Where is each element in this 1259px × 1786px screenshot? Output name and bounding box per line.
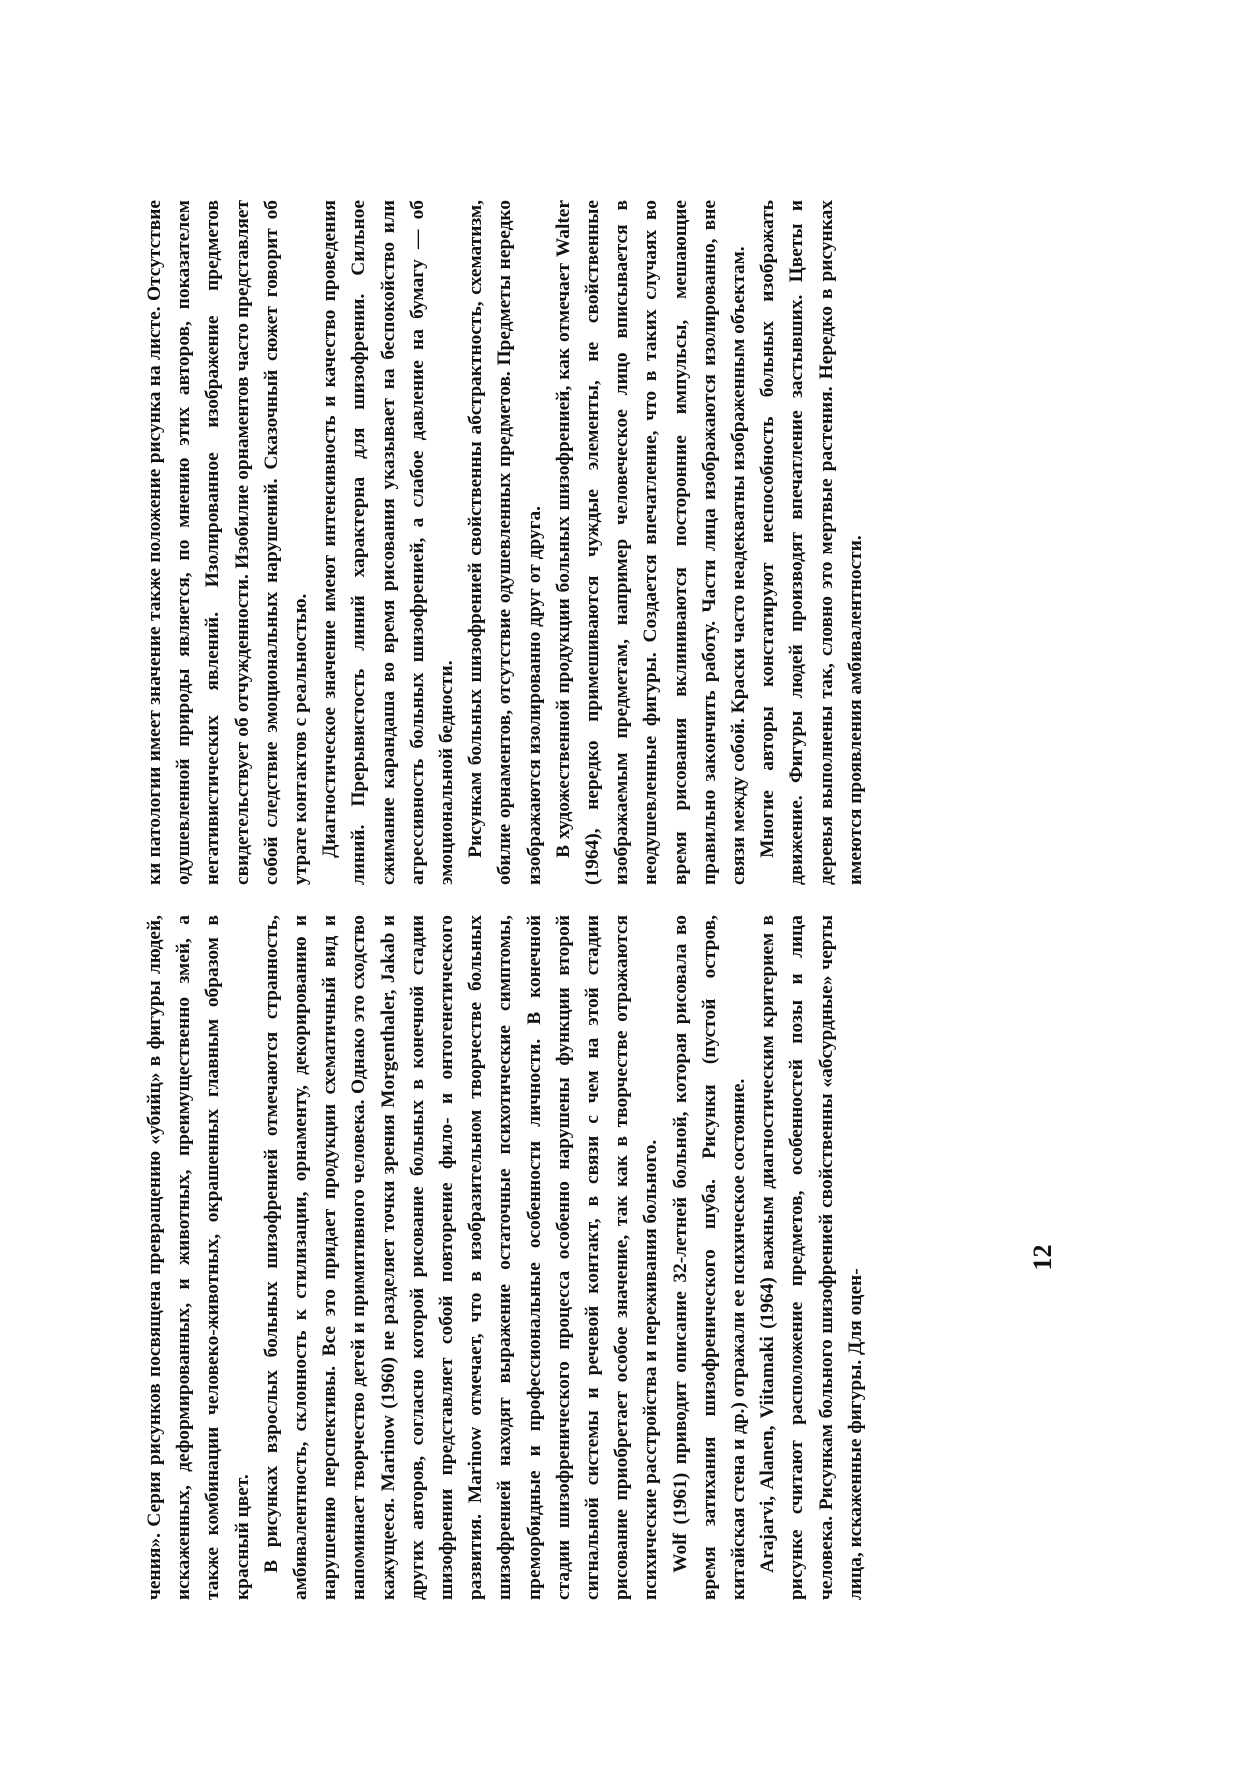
- paragraph: Wolf (1961) приводит описание 32-летней больной, которая рисовала во время затихания шизофренического шуба. Рисунки (пустой остров, китайская стена и др.) отражали ее психическое состояние.: [669, 915, 750, 1600]
- paragraph: ки патологии имеет значение также положение рисунка на листе. Отсутствие одушевленной природы является, по мнению этих авторов, показателем негативистических явлений. Изолированное изображение предметов свидетельствует об отчужденности. Изобилие орнаментов часто представляет собой следствие эмоциональных нарушений. Сказочный сюжет говорит об утрате контактов с реальностью.: [144, 200, 312, 885]
- paragraph: Arajarvi, Alanen, Viitamaki (1964) важным диагностическим критерием в рисунке считают расположение предметов, особенностей позы и лица человека. Рисункам больного шизофренией свойственны «абсурдные» черты лица, искаженные фигуры. Для оцен-: [757, 915, 866, 1600]
- paragraph: Многие авторы констатируют неспособность больных изображать движение. Фигуры людей производят впечатление застывших. Цветы и деревья выполнены так, словно это мертвые растения. Нередко в рисунках имеются проявления амбивалентности.: [757, 200, 866, 885]
- paragraph: Диагностическое значение имеют интенсивность и качество проведения линий. Прерывистость линий характерна для шизофрении. Сильное сжимание карандаша во время рисования указывает на беспокойство или агрессивность больных шизофренией, а слабое давление на бумагу — об эмоциональной бедности.: [319, 200, 458, 885]
- paragraph: чения». Серия рисунков посвящена превращению «убийц» в фигуры людей, искаженных, деформированных, и животных, преимущественно змей, а также комбинации человеко-животных, окрашенных главным образом в красный цвет.: [144, 915, 253, 1600]
- left-text-column: [140, 915, 1020, 1600]
- rotated-book-page: [140, 200, 1065, 1600]
- paragraph: В рисунках взрослых больных шизофренией отмечаются странность, амбивалентность, склонность к стилизации, орнаменту, декорированию и нарушению перспективы. Все это придает продукции схематичный вид и напоминает творчество детей и примитивного человека. Однако это сходство кажущееся. Marinow (1960) не разделяет точки зрения Morgenthaler, Jakab и других авторов, согласно которой рисование больных в конечной стадии шизофрении представляет собой повторение фило- и онтогенетического развития. Marinow отмечает, что в изобразительном творчестве больных шизофренией находят выражение остаточные психотические симптомы, преморбидные и профессиональные особенности личности. В конечной стадии шизофренического процесса особенно нарушены функции второй сигнальной системы и речевой контакт, в связи с чем на этой стадии рисование приобретает особое значение, так как в творчестве отражаются психические расстройства и переживания больного.: [260, 915, 662, 1600]
- right-text-column: [140, 200, 1020, 885]
- paragraph: Рисункам больных шизофренией свойственны абстрактность, схематизм, обилие орнаментов, отсутствие одушевленных предметов. Предметы нередко изображаются изолированно друг от друга.: [465, 200, 545, 885]
- paragraph: В художественной продукции больных шизофренией, как отмечает Walter (1964), нередко примешиваются чуждые элементы, не свойственные изображаемым предметам, например человеческое лицо вписывается в неодушевленные фигуры. Создается впечатление, что в таких случаях во время рисования вклиниваются посторонние импульсы, мешающие правильно закончить работу. Части лица изображаются изолированно, вне связи между собой. Краски часто неадекватны изображенным объектам.: [552, 200, 750, 885]
- page-number: 12: [1028, 1244, 1057, 1271]
